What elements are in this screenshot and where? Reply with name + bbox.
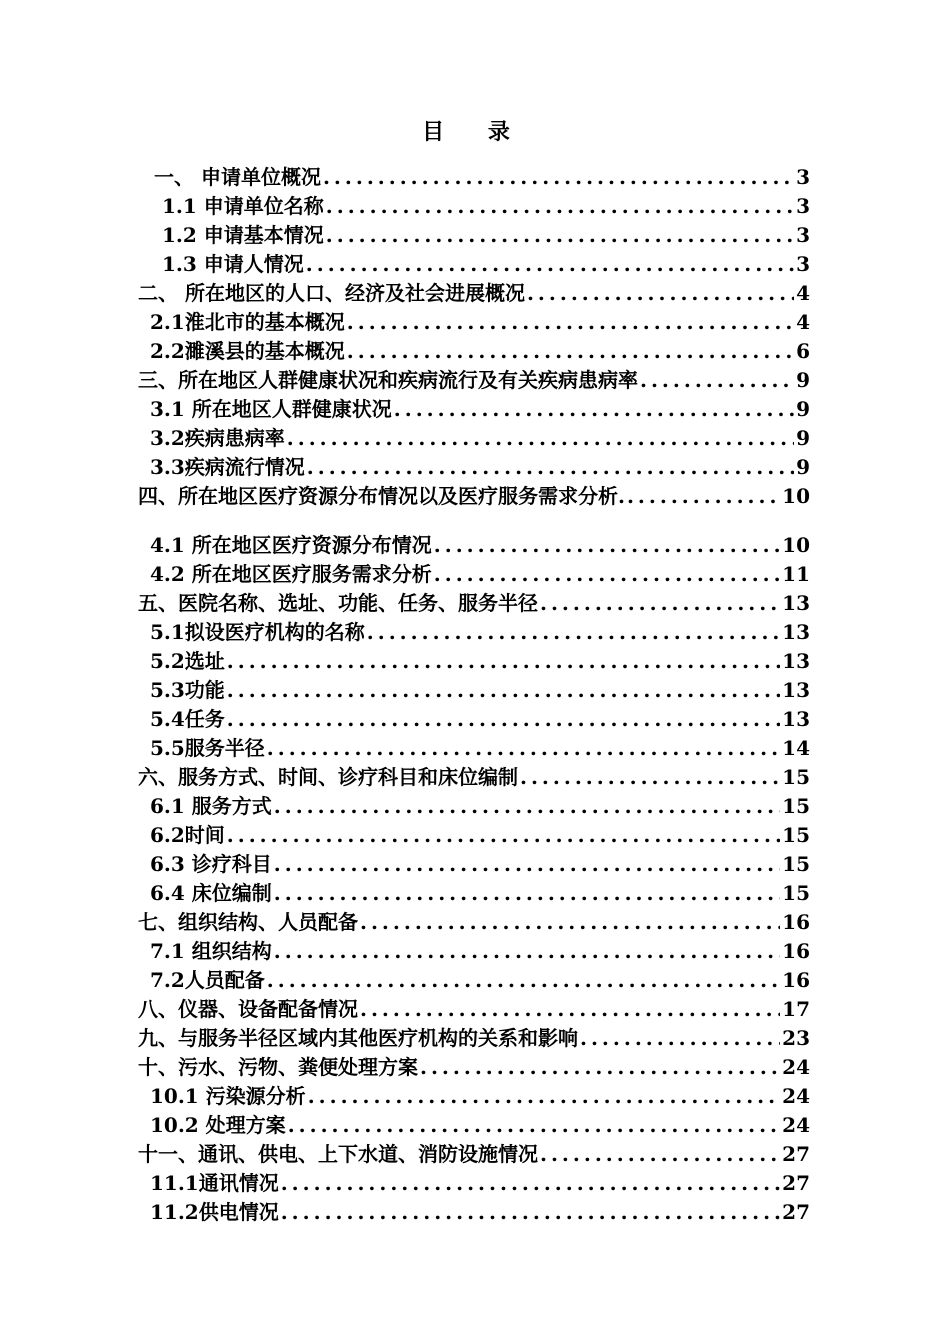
toc-entry[interactable] [138,879,810,908]
toc-entry-page-number: 13 [782,620,810,644]
toc-entry-label: 10.2 处理方案 [150,1113,286,1137]
toc-entry-page-number: 14 [782,736,810,760]
toc-entry[interactable] [138,424,810,453]
dot-leader [267,966,780,995]
toc-entry-label: 六、服务方式、时间、诊疗科目和床位编制 [138,765,518,789]
dot-leader [274,850,780,879]
toc-entry[interactable] [138,763,810,792]
toc-entry-page-number: 15 [782,881,810,905]
dot-leader [520,763,780,792]
toc-entry-page-number: 15 [782,852,810,876]
dot-leader [347,308,794,337]
toc-entry[interactable] [138,366,810,395]
dot-leader [267,734,780,763]
toc-entry-label: 5.2选址 [150,649,225,673]
dot-leader [627,482,780,511]
toc-entry[interactable] [138,192,810,221]
toc-entry[interactable] [138,395,810,424]
toc-entry-page-number: 27 [782,1171,810,1195]
dot-leader [306,250,794,279]
toc-entry-label: 6.4 床位编制 [150,881,272,905]
toc-entry[interactable] [138,163,810,192]
toc-entry-label: 三、所在地区人群健康状况和疾病流行及有关疾病患病率 [138,368,638,392]
toc-entry-label: 11.2供电情况 [150,1200,279,1224]
toc-entry[interactable] [138,453,810,482]
toc-entry[interactable] [138,734,810,763]
toc-entry[interactable] [138,279,810,308]
toc-entry-label: 五、医院名称、选址、功能、任务、服务半径 [138,591,538,615]
toc-entry-page-number: 15 [782,823,810,847]
toc-entry[interactable] [138,1169,810,1198]
toc-entry-page-number: 13 [782,649,810,673]
toc-entry-label: 3.2疾病患病率 [150,426,285,450]
toc-entry-label: 7.1 组织结构 [150,939,272,963]
toc-entry-page-number: 4 [796,281,810,305]
toc-entry[interactable] [138,221,810,250]
dot-leader [227,821,780,850]
toc-entry-label: 4.2 所在地区医疗服务需求分析 [150,562,432,586]
dot-leader [274,879,780,908]
toc-entry-label: 11.1通讯情况 [150,1171,279,1195]
toc-entry-page-number: 6 [796,339,810,363]
dot-leader [307,453,794,482]
toc-entry[interactable] [138,995,810,1024]
toc-entry-label: 1.3 申请人情况 [162,252,304,276]
dot-leader [281,1169,780,1198]
dot-leader [347,337,794,366]
toc-entry-page-number: 17 [782,997,810,1021]
toc-entry-page-number: 4 [796,310,810,334]
toc-entry-label: 6.3 诊疗科目 [150,852,272,876]
toc-title: 目 录 [422,119,528,145]
toc-entry[interactable] [138,1082,810,1111]
toc-entry-page-number: 24 [782,1084,810,1108]
toc-entry[interactable] [138,531,810,560]
toc-entry-label: 1.1 申请单位名称 [162,194,324,218]
toc-entry-label: 3.1 所在地区人群健康状况 [150,397,392,421]
dot-leader [367,618,780,647]
toc-entry-page-number: 3 [796,223,810,247]
dot-leader [434,531,780,560]
toc-entry-label: 十、污水、污物、粪便处理方案 [138,1055,418,1079]
toc-entry-page-number: 24 [782,1113,810,1137]
dot-leader [274,792,780,821]
toc-entry[interactable] [138,908,810,937]
toc-entry-label: 2.1淮北市的基本概况 [150,310,345,334]
dot-leader [640,366,794,395]
toc-entry-label: 5.3功能 [150,678,225,702]
toc-entry[interactable] [138,1111,810,1140]
toc-entry-label: 6.1 服务方式 [150,794,272,818]
toc-entry-label: 10.1 污染源分析 [150,1084,306,1108]
toc-entry-page-number: 13 [782,678,810,702]
toc-entry[interactable] [138,821,810,850]
toc-entry[interactable] [138,337,810,366]
dot-leader [274,937,780,966]
toc-entry-page-number: 16 [782,968,810,992]
dot-leader [227,705,780,734]
dot-leader [281,1198,780,1227]
dot-leader [434,560,780,589]
toc-entry-page-number: 9 [796,426,810,450]
table-of-contents [138,163,810,1227]
dot-leader [287,424,794,453]
toc-entry-label: 3.3疾病流行情况 [150,455,305,479]
toc-entry-label: 八、仪器、设备配备情况 [138,997,358,1021]
dot-leader [360,995,780,1024]
toc-entry-page-number: 9 [796,397,810,421]
toc-entry[interactable] [138,618,810,647]
toc-entry-page-number: 10 [782,533,810,557]
dot-leader [227,647,780,676]
dot-leader [227,676,780,705]
toc-entry-label: 2.2濉溪县的基本概况 [150,339,345,363]
toc-entry-page-number: 9 [796,455,810,479]
toc-entry-page-number: 3 [796,252,810,276]
toc-entry-page-number: 11 [782,562,810,586]
toc-entry-page-number: 15 [782,794,810,818]
toc-entry-page-number: 10 [782,484,810,508]
toc-entry-page-number: 15 [782,765,810,789]
toc-entry-page-number: 27 [782,1200,810,1224]
toc-entry-label: 5.1拟设医疗机构的名称 [150,620,365,644]
toc-entry[interactable] [138,676,810,705]
dot-leader [420,1053,780,1082]
toc-entry[interactable] [138,1140,810,1169]
toc-entry[interactable] [138,308,810,337]
toc-entry-page-number: 24 [782,1055,810,1079]
toc-entry-page-number: 3 [796,194,810,218]
toc-entry-page-number: 13 [782,707,810,731]
dot-leader [323,163,794,192]
toc-entry-label: 二、 所在地区的人口、经济及社会进展概况 [138,281,525,305]
toc-entry[interactable] [138,937,810,966]
toc-entry-label: 7.2人员配备 [150,968,265,992]
dot-leader [540,1140,780,1169]
toc-entry[interactable] [138,1053,810,1082]
toc-entry[interactable] [138,966,810,995]
toc-entry[interactable] [138,850,810,879]
dot-leader [540,589,780,618]
dot-leader [326,221,794,250]
toc-entry-label: 1.2 申请基本情况 [162,223,324,247]
toc-entry-page-number: 13 [782,591,810,615]
dot-leader [326,192,794,221]
toc-entry[interactable] [138,560,810,589]
toc-entry-label: 十一、通讯、供电、上下水道、消防设施情况 [138,1142,538,1166]
dot-leader [394,395,794,424]
dot-leader [360,908,780,937]
toc-entry-label: 七、组织结构、人员配备 [138,910,358,934]
toc-entry[interactable] [138,482,810,511]
toc-entry-label: 5.5服务半径 [150,736,265,760]
dot-leader [288,1111,780,1140]
toc-entry[interactable] [138,647,810,676]
toc-entry-page-number: 3 [796,165,810,189]
toc-entry[interactable] [138,705,810,734]
toc-entry-label: 九、与服务半径区域内其他医疗机构的关系和影响 [138,1026,578,1050]
toc-entry-page-number: 16 [782,910,810,934]
dot-leader [527,279,794,308]
toc-entry-page-number: 16 [782,939,810,963]
toc-entry-label: 5.4任务 [150,707,225,731]
toc-entry-label: 4.1 所在地区医疗资源分布情况 [150,533,432,557]
toc-entry[interactable] [138,1198,810,1227]
toc-entry-label: 四、所在地区医疗资源分布情况以及医疗服务需求分析. [138,484,625,508]
toc-entry-page-number: 23 [782,1026,810,1050]
toc-entry[interactable] [138,250,810,279]
dot-leader [580,1024,780,1053]
toc-entry-label: 6.2时间 [150,823,225,847]
toc-entry[interactable] [138,589,810,618]
toc-entry-page-number: 9 [796,368,810,392]
toc-entry[interactable] [138,792,810,821]
toc-entry-label: 一、 申请单位概况 [154,165,321,189]
toc-entry[interactable] [138,1024,810,1053]
dot-leader [308,1082,780,1111]
toc-entry-page-number: 27 [782,1142,810,1166]
